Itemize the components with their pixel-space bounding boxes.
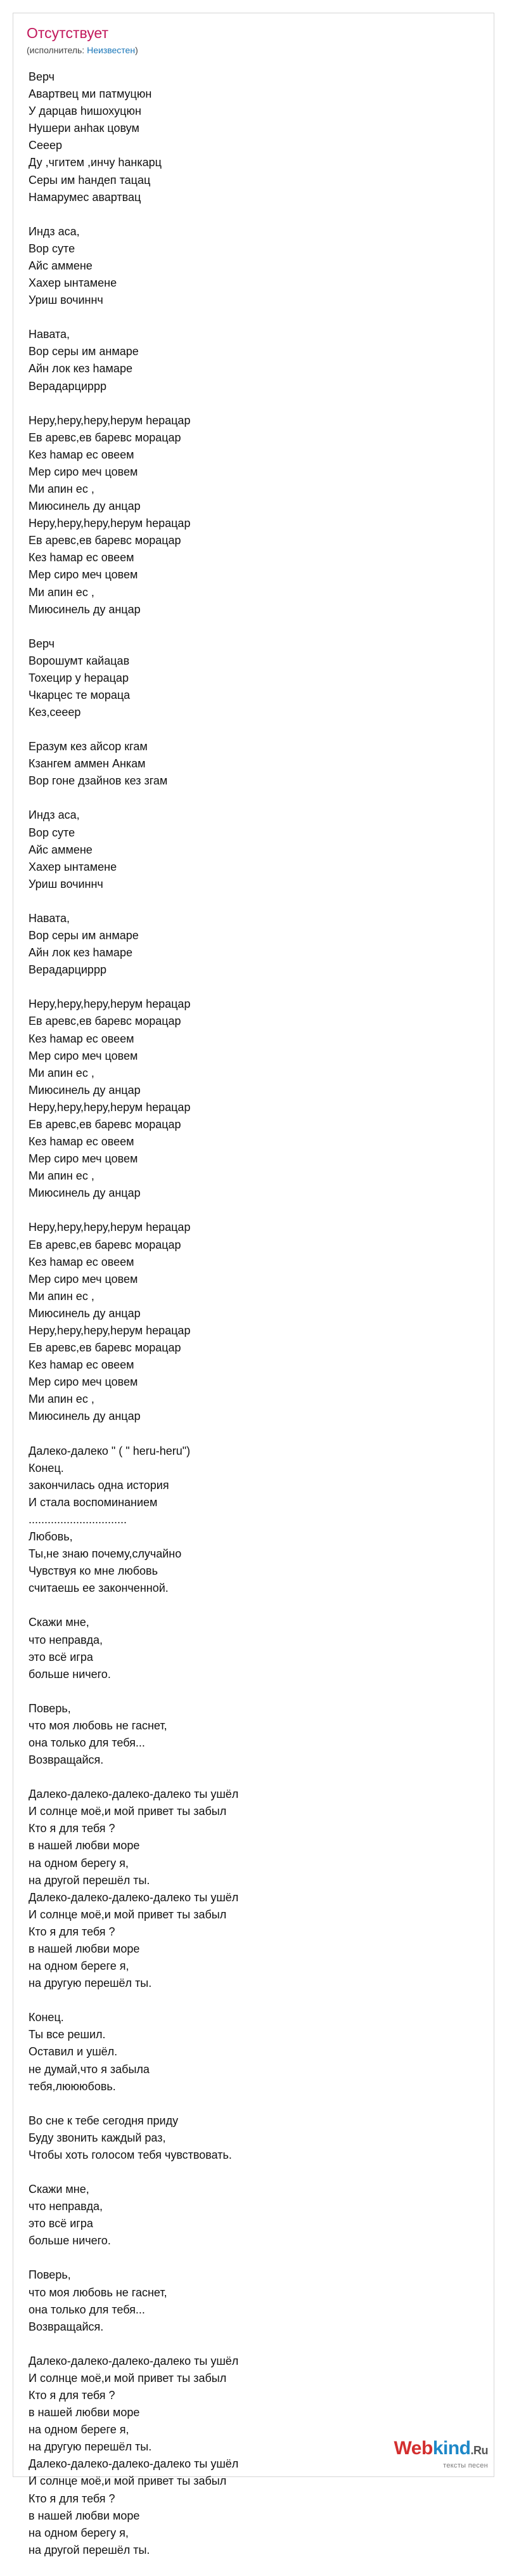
lyric-line: Чтобы хоть голосом тебя чувствовать.: [29, 2148, 232, 2161]
lyric-line: Hеру,hеру,hеру,hерум hерацар: [29, 517, 191, 530]
lyric-line: Нушери анhак цовум: [29, 122, 139, 135]
artist-link[interactable]: Неизвестен: [87, 45, 136, 55]
lyric-line: И солнце моё,и мой привет ты забыл: [29, 1908, 227, 1921]
lyric-line: Кез hамар ес овеем: [29, 551, 134, 564]
lyric-line: Hеру,hеру,hеру,hерум hерацар: [29, 1100, 191, 1114]
lyric-line: Кез hамар ес овеем: [29, 1135, 134, 1148]
lyric-line: Далеко-далеко-далеко-далеко ты ушёл: [29, 2354, 239, 2367]
song-title: Отсутствует: [27, 25, 108, 41]
logo-domain: .Ru: [470, 2444, 488, 2457]
lyrics-stanza: [29, 635, 472, 721]
subtitle-prefix: (исполнитель:: [27, 45, 87, 55]
lyric-line: на одном берегу я,: [29, 1856, 129, 1870]
lyric-line: Верч: [29, 70, 55, 83]
lyric-line: Вор серы им анмаре: [29, 929, 139, 942]
lyric-line: Поверь,: [29, 1701, 71, 1715]
lyric-line: Миюсинель ду анцар: [29, 500, 141, 513]
lyric-line: Индз аса,: [29, 809, 80, 822]
lyrics-stanza: [29, 1219, 472, 1425]
lyric-line: Скажи мне,: [29, 1616, 89, 1629]
lyric-line: Вор серы им анмаре: [29, 345, 139, 358]
lyric-line: в нашей любви море: [29, 2406, 140, 2419]
lyric-line: И солнце моё,и мой привет ты забыл: [29, 1805, 227, 1818]
lyric-line: Кез hамар ес овеем: [29, 1358, 134, 1372]
lyric-line: Кто я для тебя ?: [29, 2388, 115, 2402]
lyric-line: Ты,не знаю почему,случайно: [29, 1547, 182, 1561]
lyric-line: Кзангем аммен Анкам: [29, 757, 146, 771]
lyric-line: Хахер ынтамене: [29, 860, 117, 873]
lyric-line: на другую перешёл ты.: [29, 2440, 152, 2454]
lyric-line: Айс аммене: [29, 843, 93, 856]
lyrics-stanza: [29, 326, 472, 394]
lyric-line: Кез hамар ес овеем: [29, 1032, 134, 1045]
lyric-line: Конец.: [29, 2011, 64, 2024]
lyric-line: Ми апин ес ,: [29, 585, 94, 599]
lyric-line: Ворошумт кайацав: [29, 654, 130, 667]
lyric-line: Ты все решил.: [29, 2028, 106, 2041]
lyric-line: ...............................: [29, 1512, 127, 1526]
lyric-line: Миюсинель ду анцар: [29, 1083, 141, 1096]
lyric-line: в нашей любви море: [29, 1839, 140, 1852]
lyric-line: Мер сиро меч цовем: [29, 1272, 138, 1285]
page-header: [27, 24, 480, 56]
lyric-line: больше ничего.: [29, 2234, 111, 2247]
lyric-line: И солнце моё,и мой привет ты забыл: [29, 2371, 227, 2384]
lyric-line: Верадарциррр: [29, 963, 106, 977]
lyric-line: Вор суте: [29, 242, 75, 255]
lyric-line: Кто я для тебя ?: [29, 1822, 115, 1835]
lyric-line: Далеко-далеко-далеко-далеко ты ушёл: [29, 1788, 239, 1801]
logo-tagline: тексты песен: [443, 2462, 488, 2469]
lyric-line: Конец.: [29, 1461, 64, 1474]
lyric-line: Серы им hандеп тацац: [29, 173, 151, 186]
logo-text: Web: [394, 2438, 433, 2459]
lyric-line: Мер сиро меч цовем: [29, 1152, 138, 1166]
lyrics-stanza: [29, 1614, 472, 1682]
lyric-line: Далеко-далеко " ( " heru-heru"): [29, 1444, 191, 1457]
lyric-line: это всё игра: [29, 1650, 93, 1663]
lyric-line: закончилась одна история: [29, 1478, 169, 1492]
lyrics-body: [29, 68, 472, 2576]
lyric-line: она только для тебя...: [29, 2303, 145, 2316]
lyric-line: Ду ,чгитем ,инчу hанкарц: [29, 156, 162, 169]
lyrics-stanza: [29, 996, 472, 1202]
lyrics-stanza: [29, 1443, 472, 1597]
lyric-line: Ми апин ес ,: [29, 1289, 94, 1303]
lyric-line: Мер сиро меч цовем: [29, 1376, 138, 1389]
lyric-line: в нашей любви море: [29, 1942, 140, 1955]
lyric-line: Ев аревс,ев баревс морацар: [29, 1238, 181, 1251]
lyric-line: что моя любовь не гаснет,: [29, 2286, 167, 2299]
lyric-line: Индз аса,: [29, 224, 80, 238]
lyric-line: Чкарцес те мораца: [29, 689, 131, 701]
lyrics-stanza: [29, 1786, 472, 1992]
lyric-line: Hеру,hеру,hеру,hерум hерацар: [29, 1324, 191, 1337]
lyric-line: это всё игра: [29, 2217, 93, 2230]
lyric-line: Ев аревс,ев баревс морацар: [29, 1117, 181, 1131]
lyric-line: И стала воспоминанием: [29, 1495, 158, 1509]
lyric-line: Возвращайся.: [29, 1753, 104, 1767]
lyric-line: Айн лок кез hамаре: [29, 362, 132, 375]
lyric-line: Тохецир у hерацар: [29, 671, 129, 684]
lyric-line: Еразум кез айсор кгам: [29, 740, 148, 753]
lyrics-stanza: [29, 412, 472, 618]
lyric-line: Авартвец ми патмуцюн: [29, 88, 152, 101]
lyric-line: Кто я для тебя ?: [29, 1925, 115, 1938]
lyrics-stanza: [29, 1700, 472, 1769]
lyric-line: Ев аревс,ев баревс морацар: [29, 1341, 181, 1355]
lyric-line: на одном береге я,: [29, 1960, 129, 1973]
lyric-line: что неправда,: [29, 1633, 103, 1646]
lyric-line: Уриш вочиннч: [29, 294, 103, 307]
lyrics-stanza: [29, 2009, 472, 2095]
lyric-line: Айс аммене: [29, 259, 93, 272]
lyric-line: Hеру,hеру,hеру,hерум hерацар: [29, 998, 191, 1011]
lyric-line: Ми апин ес ,: [29, 1066, 94, 1079]
lyrics-stanza: [29, 223, 472, 309]
lyric-line: Уриш вочиннч: [29, 877, 103, 890]
lyric-line: Поверь,: [29, 2268, 71, 2282]
lyric-line: Сееер: [29, 139, 63, 152]
lyric-line: Ев аревс,ев баревс морацар: [29, 431, 181, 444]
lyrics-stanza: [29, 807, 472, 892]
lyric-line: она только для тебя...: [29, 1736, 145, 1749]
lyric-line: Чувствуя ко мне любовь: [29, 1564, 158, 1578]
lyric-line: Миюсинель ду анцар: [29, 602, 141, 616]
lyric-line: не думай,что я забыла: [29, 2062, 150, 2076]
lyric-line: больше ничего.: [29, 1667, 111, 1681]
lyric-line: Намарумес авартвац: [29, 190, 141, 204]
lyric-line: Айн лок кез hамаре: [29, 946, 132, 959]
lyric-line: что неправда,: [29, 2200, 103, 2213]
lyric-line: Миюсинель ду анцар: [29, 1306, 141, 1320]
lyric-line: тебя,люююбовь.: [29, 2079, 116, 2093]
lyric-line: Буду звонить каждый раз,: [29, 2131, 166, 2144]
lyrics-stanza: [29, 738, 472, 790]
lyrics-stanza: [29, 2181, 472, 2249]
lyric-line: считаешь ее законченной.: [29, 1582, 169, 1595]
lyric-line: в нашей любви море: [29, 2509, 140, 2522]
lyric-line: Ми апин ес ,: [29, 1393, 94, 1406]
lyric-line: Хахер ынтамене: [29, 276, 117, 290]
lyric-line: Мер сиро меч цовем: [29, 568, 138, 582]
lyric-line: Ев аревс,ев баревс морацар: [29, 534, 181, 547]
webkind-logo[interactable]: Webkind.Ru: [394, 2438, 488, 2459]
lyric-line: Мер сиро меч цовем: [29, 1049, 138, 1062]
lyric-line: Навата,: [29, 328, 70, 341]
lyric-line: Во сне к тебе сегодня приду: [29, 2114, 179, 2127]
lyric-line: Оставил и ушёл.: [29, 2045, 118, 2059]
lyrics-stanza: [29, 910, 472, 979]
song-subtitle: [27, 44, 480, 56]
lyric-line: Hеру,hеру,hеру,hерум hерацар: [29, 413, 191, 427]
lyric-line: Миюсинель ду анцар: [29, 1187, 141, 1200]
lyric-line: Hеру,hеру,hеру,hерум hерацар: [29, 1221, 191, 1234]
lyric-line: Любовь,: [29, 1530, 73, 1544]
lyric-line: Миюсинель ду анцар: [29, 1410, 141, 1423]
lyric-line: Кез hамар ес овеем: [29, 448, 134, 461]
lyric-line: Ев аревс,ев баревс морацар: [29, 1015, 181, 1028]
lyric-line: на одном берегу я,: [29, 2526, 129, 2539]
lyric-line: Мер сиро меч цовем: [29, 465, 138, 478]
lyric-line: Верадарциррр: [29, 379, 106, 393]
lyric-line: Возвращайся.: [29, 2320, 104, 2333]
lyric-line: Скажи мне,: [29, 2183, 89, 2196]
lyrics-stanza: [29, 68, 472, 206]
lyric-line: на одном береге я,: [29, 2423, 129, 2436]
lyric-line: Верч: [29, 637, 55, 650]
lyric-line: на другой перешёл ты.: [29, 1873, 150, 1887]
lyric-line: Кез hамар ес овеем: [29, 1255, 134, 1268]
lyric-line: что моя любовь не гаснет,: [29, 1719, 167, 1732]
lyric-line: У дарцав hишохуцюн: [29, 105, 141, 118]
lyrics-stanza: [29, 2112, 472, 2164]
lyric-line: Далеко-далеко-далеко-далеко ты ушёл: [29, 2457, 239, 2471]
lyric-line: Кто я для тебя ?: [29, 2492, 115, 2505]
lyrics-stanza: [29, 2267, 472, 2335]
lyric-line: на другую перешёл ты.: [29, 1977, 152, 1990]
site-logo[interactable]: [394, 2438, 488, 2469]
lyric-line: Кез,сееер: [29, 706, 81, 719]
lyric-line: Далеко-далеко-далеко-далеко ты ушёл: [29, 1890, 239, 1904]
lyric-line: И солнце моё,и мой привет ты забыл: [29, 2475, 227, 2488]
lyric-line: Ми апин ес ,: [29, 482, 94, 495]
lyric-line: Вор суте: [29, 826, 75, 839]
subtitle-suffix: ): [135, 45, 138, 55]
lyric-line: Вор гоне дзайнов кез згам: [29, 774, 168, 788]
lyric-line: на другой перешёл ты.: [29, 2543, 150, 2556]
lyric-line: Навата,: [29, 911, 70, 925]
lyric-line: Ми апин ес ,: [29, 1169, 94, 1183]
